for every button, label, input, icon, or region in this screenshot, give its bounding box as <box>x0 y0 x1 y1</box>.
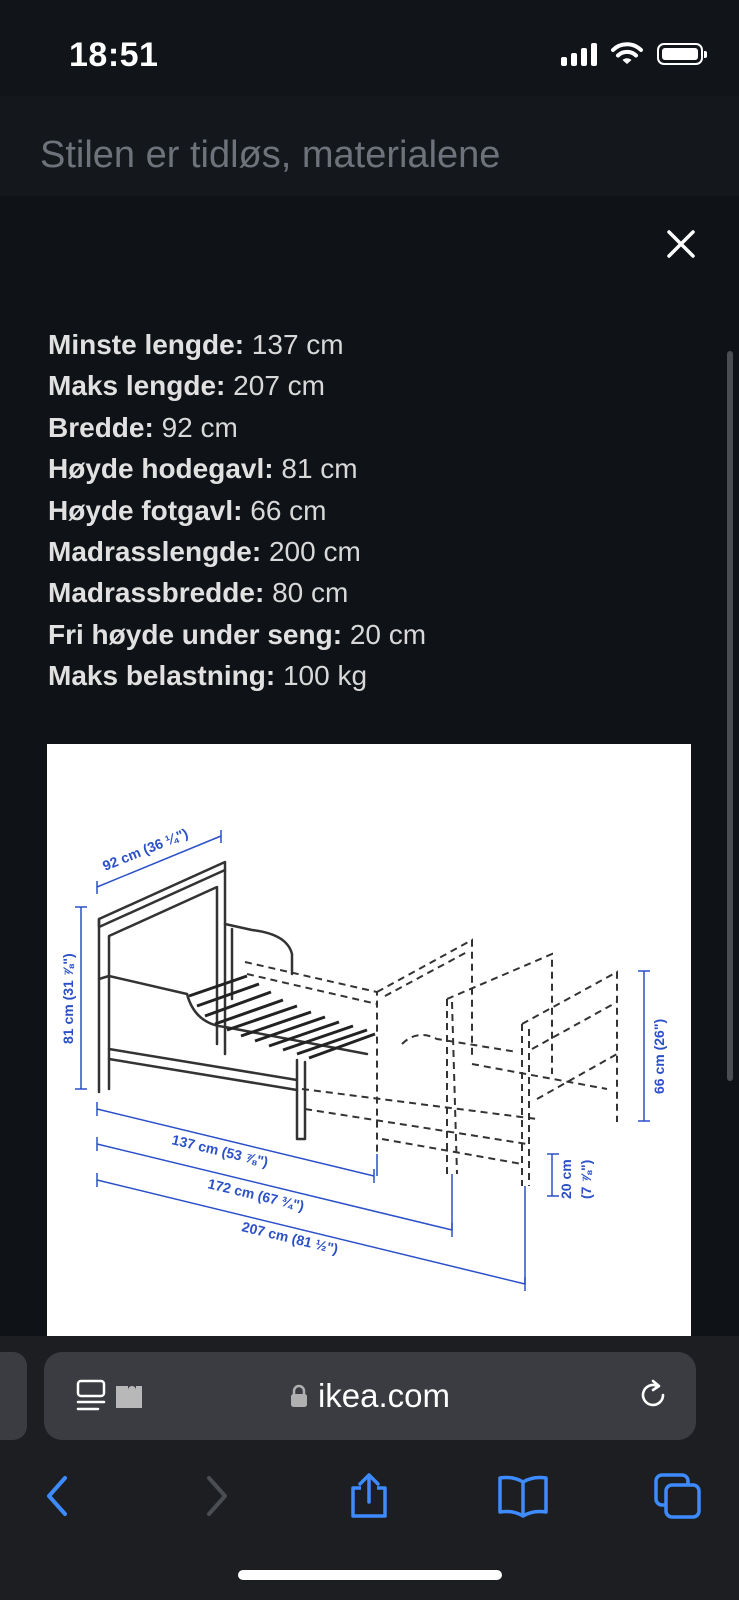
bed-dimension-diagram <box>47 744 691 1336</box>
status-icons <box>561 42 703 66</box>
status-bar <box>0 0 739 96</box>
dimensions-modal <box>0 196 739 1336</box>
spec-list <box>48 324 688 697</box>
url-display[interactable] <box>44 1352 696 1440</box>
spec-value: 81 cm <box>281 453 358 485</box>
dim-clearance-in-label: (7 ⅞") <box>578 1159 594 1199</box>
dim-head-height-label: 81 cm (31 ⅞") <box>60 953 76 1044</box>
tabs-icon <box>654 1473 702 1519</box>
spec-value: 100 kg <box>282 660 368 692</box>
bookmarks-icon <box>497 1474 549 1518</box>
spec-value: 80 cm <box>272 577 349 609</box>
close-icon[interactable] <box>663 226 699 262</box>
spec-row <box>48 407 688 448</box>
spec-label: Maks belastning: <box>48 660 276 692</box>
scrollbar[interactable] <box>727 351 733 1081</box>
dim-mid-length-label: 172 cm (67 ¾") <box>206 1175 306 1214</box>
spec-value: 207 cm <box>233 370 325 402</box>
tabs-button[interactable] <box>648 1466 708 1526</box>
spec-label: Høyde fotgavl: <box>48 494 243 526</box>
spec-value: 66 cm <box>250 494 327 526</box>
bed-drawing <box>47 744 691 1336</box>
home-indicator <box>238 1570 502 1580</box>
forward-arrow-icon <box>201 1474 231 1518</box>
spec-row <box>48 448 688 489</box>
dim-clearance-cm-label: 20 cm <box>558 1159 574 1199</box>
spec-label: Maks lengde: <box>48 370 226 402</box>
reload-icon[interactable] <box>636 1378 670 1412</box>
status-time: 18:51 <box>69 36 159 74</box>
page-header-title: Stilen er tidløs, materialene <box>40 134 501 176</box>
spec-row <box>48 365 688 406</box>
spec-row <box>48 490 688 531</box>
cellular-signal-icon <box>561 42 597 66</box>
back-arrow-icon <box>43 1474 73 1518</box>
spec-row <box>48 614 688 655</box>
dim-foot-height-label: 66 cm (26") <box>651 1018 667 1094</box>
url-domain: ikea.com <box>317 1377 451 1414</box>
spec-value: 137 cm <box>251 329 344 360</box>
share-button[interactable] <box>339 1466 399 1526</box>
dim-max-length-label: 207 cm (81 ½") <box>240 1218 340 1257</box>
spec-row <box>48 531 688 572</box>
forward-button[interactable] <box>186 1466 246 1526</box>
wifi-icon <box>611 42 643 66</box>
address-bar[interactable] <box>44 1352 696 1440</box>
back-button[interactable] <box>28 1466 88 1526</box>
previous-tab-peek[interactable] <box>0 1352 27 1440</box>
spec-value: 92 cm <box>161 411 238 443</box>
spec-label: Madrasslengde: <box>48 536 262 568</box>
battery-icon <box>657 43 703 65</box>
spec-label: Madrassbredde: <box>48 577 265 609</box>
browser-bottom-bar <box>0 1336 739 1600</box>
spec-label: Fri høyde under seng: <box>48 618 343 650</box>
dim-width-label: 92 cm (36 ¼") <box>100 824 191 874</box>
bookmarks-button[interactable] <box>493 1466 553 1526</box>
lock-icon <box>290 1384 308 1408</box>
spec-value: 200 cm <box>268 536 361 568</box>
page-header <box>0 96 739 196</box>
spec-value: 20 cm <box>349 618 427 650</box>
spec-label: Minste lengde: <box>48 329 245 360</box>
spec-label: Høyde hodegavl: <box>48 453 274 485</box>
dim-min-length-label: 137 cm (53 ⅞") <box>170 1131 270 1170</box>
spec-row <box>48 324 688 365</box>
browser-toolbar <box>0 1466 739 1536</box>
share-icon <box>347 1472 391 1520</box>
spec-row <box>48 572 688 613</box>
spec-label: Bredde: <box>48 411 154 443</box>
spec-row <box>48 655 688 696</box>
